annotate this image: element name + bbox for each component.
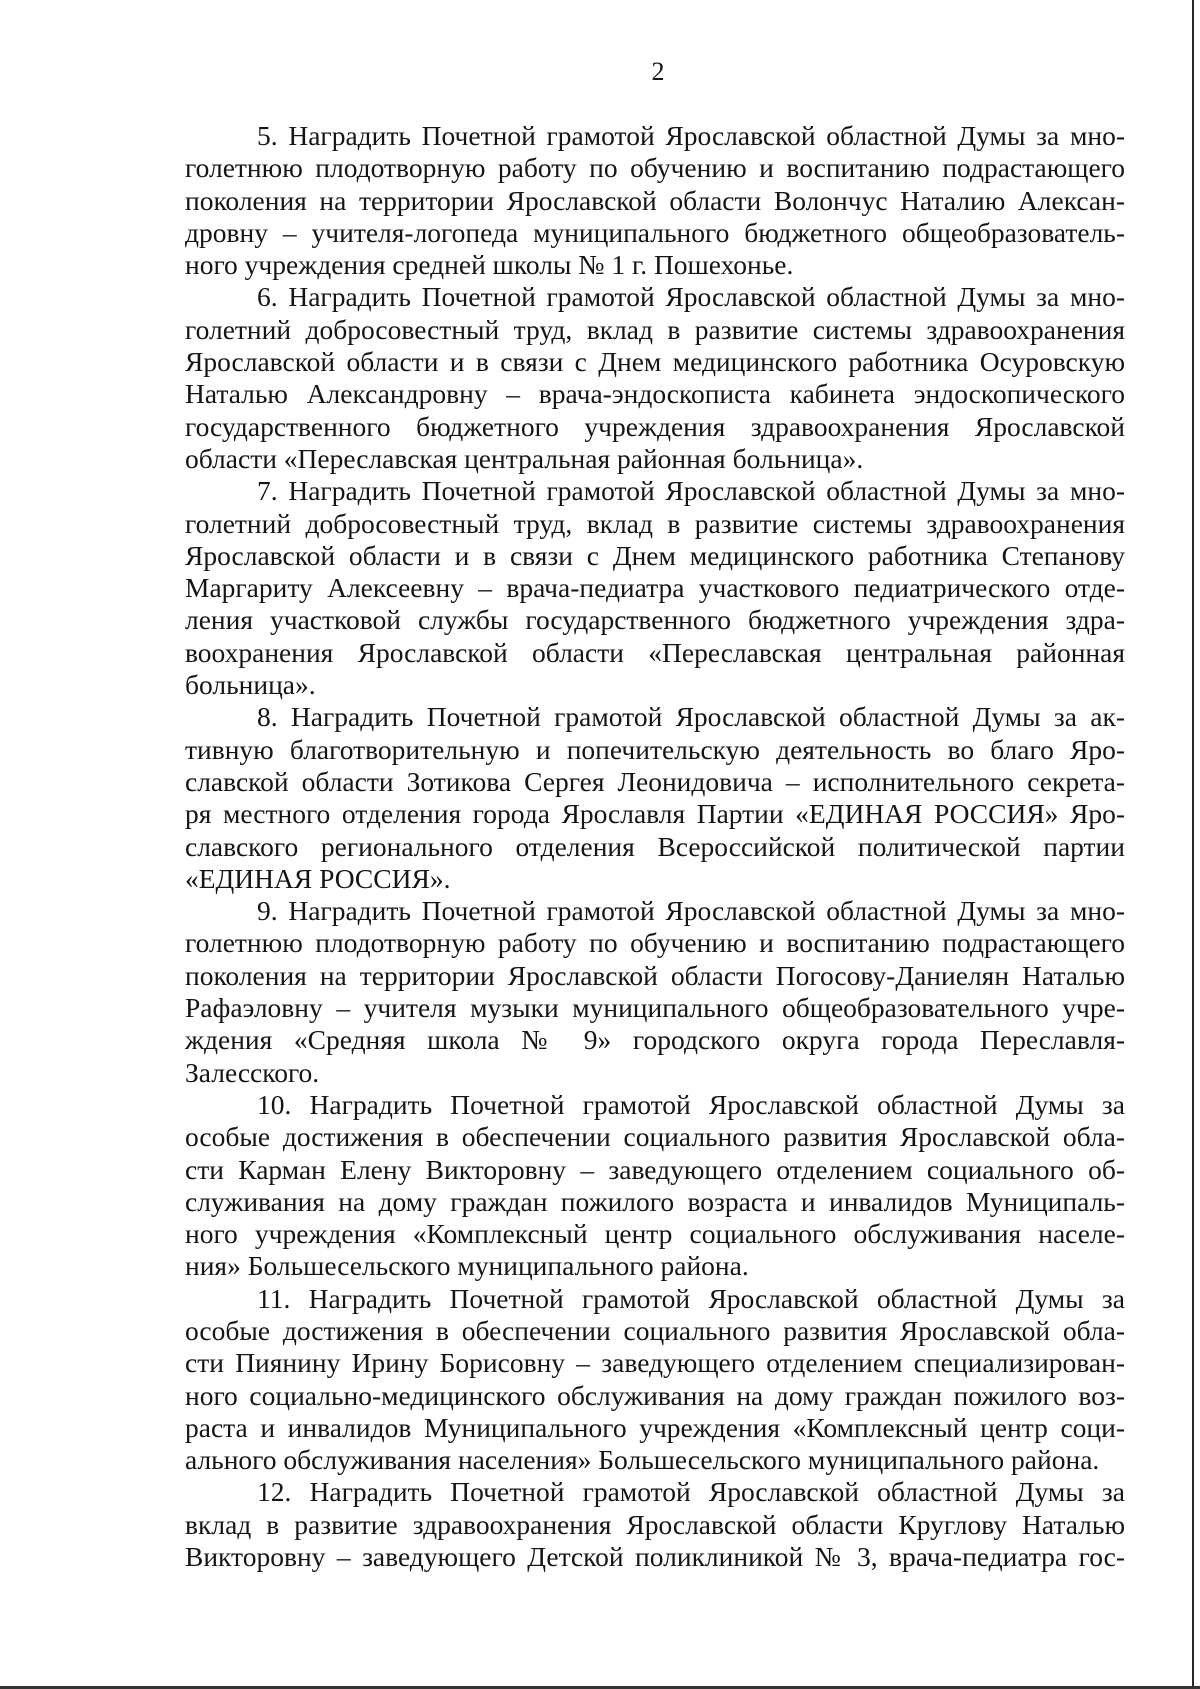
text-line: Залесского. (185, 1056, 320, 1088)
text-line: тивную благотворительную и попечительскую деятельность во благо Яро- (185, 733, 1125, 765)
text-line: 6. Наградить Почетной грамотой Ярославской областной Думы за мно- (257, 281, 1125, 313)
text-line: раста и инвалидов Муниципального учреждения «Комплексный центр соци- (185, 1411, 1125, 1443)
text-line: сти Пиянину Ирину Борисовну – заведующего отделением специализирован- (185, 1347, 1125, 1379)
document-body (185, 120, 1125, 1573)
paragraph-10 (185, 1089, 1125, 1283)
text-line: Ярославской области и в связи с Днем медицинского работника Осуровскую (185, 346, 1125, 378)
text-line: ного учреждения «Комплексный центр социального обслуживания населе- (185, 1218, 1125, 1250)
text-line: 5. Наградить Почетной грамотой Ярославской областной Думы за мно- (257, 120, 1125, 151)
text-line: поколения на территории Ярославской области Погосову-Даниелян Наталью (185, 959, 1125, 991)
text-line: 7. Наградить Почетной грамотой Ярославской областной Думы за мно- (257, 475, 1125, 507)
text-line: 12. Наградить Почетной грамотой Ярославской областной Думы за (257, 1476, 1125, 1508)
text-line: особые достижения в обеспечении социального развития Ярославской обла- (185, 1314, 1125, 1346)
text-line: 8. Наградить Почетной грамотой Ярославской областной Думы за ак- (257, 701, 1125, 733)
paragraph-7 (185, 475, 1125, 701)
text-line: Наталью Александровну – врача-эндоскописта кабинета эндоскопического (185, 378, 1125, 410)
text-line: Викторовну – заведующего Детской поликлиникой № 3, врача-педиатра гос- (185, 1541, 1125, 1573)
paragraph-8 (185, 701, 1125, 895)
paragraph-12 (185, 1476, 1125, 1573)
text-line: сти Карман Елену Викторовну – заведующего отделением социального об- (185, 1153, 1125, 1185)
text-line: поколения на территории Ярославской области Волончус Наталию Алексан- (185, 184, 1125, 216)
text-line: славской области Зотикова Сергея Леонидовича – исполнительного секрета- (185, 765, 1125, 797)
text-line: Рафаэловну – учителя музыки муниципального общеобразовательного учре- (185, 992, 1125, 1024)
text-line: ного учреждения средней школы № 1 г. Пошехонье. (185, 249, 794, 281)
text-line: государственного бюджетного учреждения здравоохранения Ярославской (185, 410, 1125, 442)
text-line: голетнюю плодотворную работу по обучению и воспитанию подрастающего (185, 927, 1125, 959)
paragraph-6 (185, 281, 1125, 475)
text-line: Ярославской области и в связи с Днем медицинского работника Степанову (185, 539, 1125, 571)
scan-edge-right (1192, 0, 1194, 1689)
page-number: 2 (651, 57, 665, 86)
text-line: ного социально-медицинского обслуживания на дому граждан пожилого воз- (185, 1379, 1125, 1411)
text-line: дровну – учителя-логопеда муниципального бюджетного общеобразователь- (185, 216, 1125, 248)
text-line: служивания на дому граждан пожилого возраста и инвалидов Муниципаль- (185, 1185, 1125, 1217)
text-line: особые достижения в обеспечении социального развития Ярославской обла- (185, 1121, 1125, 1153)
paragraph-5 (185, 120, 1125, 281)
text-line: больница». (185, 669, 316, 701)
text-line: ния» Большесельского муниципального района. (185, 1250, 749, 1282)
text-line: «ЕДИНАЯ РОССИЯ». (185, 862, 451, 894)
text-line: 10. Наградить Почетной грамотой Ярославской областной Думы за (257, 1088, 1125, 1120)
text-line: области «Переславская центральная районная больница». (185, 442, 864, 474)
text-line: ря местного отделения города Ярославля Партии «ЕДИНАЯ РОССИЯ» Яро- (185, 798, 1125, 830)
text-line: воохранения Ярославской области «Переславская центральная районная (185, 636, 1125, 668)
text-line: ждения «Средняя школа № 9» городского округа города Переславля- (185, 1024, 1125, 1056)
text-line: вклад в развитие здравоохранения Ярославской области Круглову Наталью (185, 1508, 1125, 1540)
text-line: славского регионального отделения Всероссийской политической партии (185, 830, 1125, 862)
text-line: 11. Наградить Почетной грамотой Ярославской областной Думы за (257, 1282, 1125, 1314)
text-line: ления участковой службы государственного бюджетного учреждения здра- (185, 604, 1125, 636)
paragraph-9 (185, 895, 1125, 1089)
text-line: ального обслуживания населения» Большесельского муниципального района. (185, 1444, 1100, 1476)
text-line: 9. Наградить Почетной грамотой Ярославской областной Думы за мно- (257, 895, 1125, 927)
paragraph-11 (185, 1283, 1125, 1477)
text-line: голетнюю плодотворную работу по обучению и воспитанию подрастающего (185, 152, 1125, 184)
text-line: Маргариту Алексеевну – врача-педиатра участкового педиатрического отде- (185, 572, 1125, 604)
text-line: голетний добросовестный труд, вклад в развитие системы здравоохранения (185, 313, 1125, 345)
text-line: голетний добросовестный труд, вклад в развитие системы здравоохранения (185, 507, 1125, 539)
